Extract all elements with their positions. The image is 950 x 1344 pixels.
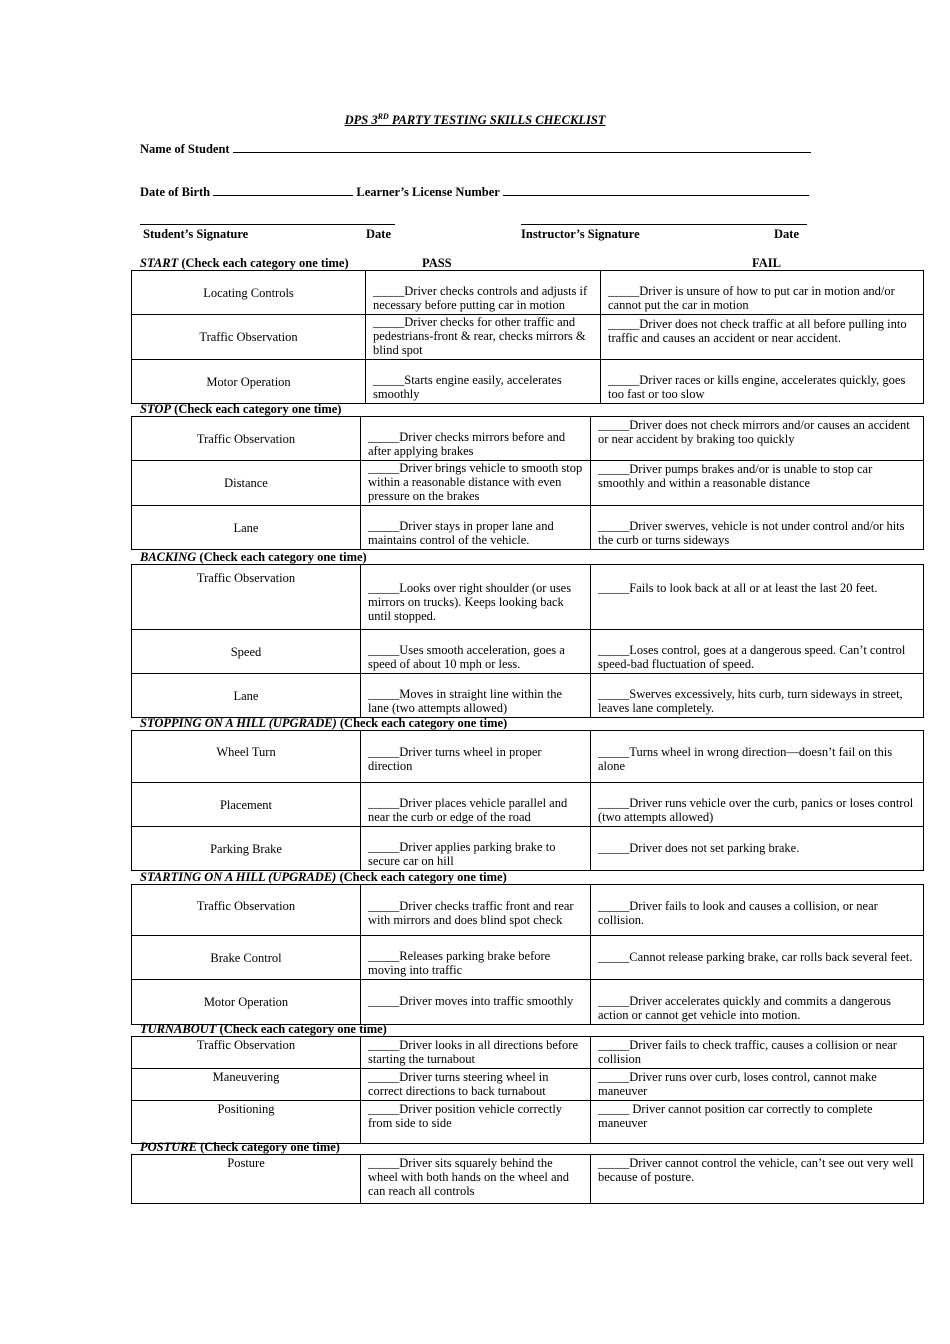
- fail-cell[interactable]: _____ Driver cannot position car correctly to complete maneuver: [591, 1101, 924, 1144]
- table-row: [132, 630, 924, 674]
- dob-label: Date of Birth: [140, 185, 211, 199]
- pass-cell[interactable]: _____Driver places vehicle parallel and near the curb or edge of the road: [361, 783, 591, 827]
- fail-column-header: FAIL: [752, 256, 781, 270]
- table-row: [132, 827, 924, 871]
- student-name-field[interactable]: [140, 141, 811, 157]
- category-cell: Locating Controls: [132, 271, 366, 315]
- section-table-start: [131, 270, 924, 404]
- category-cell: Parking Brake: [132, 827, 361, 871]
- pass-cell[interactable]: _____Driver turns wheel in proper direction: [361, 731, 591, 783]
- fail-cell[interactable]: _____Driver does not set parking brake.: [591, 827, 924, 871]
- category-cell: Distance: [132, 461, 361, 506]
- section-heading-stopping-hill: STOPPING ON A HILL (UPGRADE) (Check each category one time): [140, 716, 508, 730]
- instructor-signature-label: Instructor’s Signature: [521, 227, 640, 241]
- category-cell: Placement: [132, 783, 361, 827]
- instructor-date-label: Date: [774, 227, 799, 241]
- fail-cell[interactable]: _____Loses control, goes at a dangerous speed. Can’t control speed-bad fluctuation of speed.: [591, 630, 924, 674]
- fail-cell[interactable]: _____Driver pumps brakes and/or is unable to stop car smoothly and within a reasonable distance: [591, 461, 924, 506]
- section-table-stopping-hill: [131, 730, 924, 871]
- table-row: [132, 1155, 924, 1204]
- pass-cell[interactable]: _____Driver checks controls and adjusts if necessary before putting car in motion: [366, 271, 601, 315]
- student-name-label: Name of Student: [140, 142, 230, 156]
- fail-cell[interactable]: _____Driver fails to check traffic, causes a collision or near collision: [591, 1037, 924, 1069]
- section-heading-backing: BACKING (Check each category one time): [140, 550, 367, 564]
- fail-cell[interactable]: _____Driver runs vehicle over the curb, panics or loses control (two attempts allowed): [591, 783, 924, 827]
- category-cell: Traffic Observation: [132, 885, 361, 936]
- fail-cell[interactable]: _____Driver fails to look and causes a collision, or near collision.: [591, 885, 924, 936]
- pass-cell[interactable]: _____Driver checks for other traffic and pedestrians-front & rear, checks mirrors & blind spot: [366, 315, 601, 360]
- category-cell: Lane: [132, 506, 361, 550]
- fail-cell[interactable]: _____Driver cannot control the vehicle, can’t see out very well because of posture.: [591, 1155, 924, 1204]
- pass-cell[interactable]: _____Driver applies parking brake to secure car on hill: [361, 827, 591, 871]
- section-table-stop: [131, 416, 924, 550]
- student-signature-line[interactable]: [140, 224, 395, 225]
- table-row: [132, 1101, 924, 1144]
- section-heading-starting-hill: STARTING ON A HILL (UPGRADE) (Check each category one time): [140, 870, 507, 884]
- pass-cell[interactable]: _____Driver checks traffic front and rear with mirrors and does blind spot check: [361, 885, 591, 936]
- table-row: [132, 315, 924, 360]
- table-row: [132, 674, 924, 718]
- category-cell: Traffic Observation: [132, 315, 366, 360]
- fail-cell[interactable]: _____Driver does not check traffic at all before pulling into traffic and causes an accident or near accident.: [601, 315, 924, 360]
- student-signature-label: Student’s Signature: [143, 227, 249, 241]
- category-cell: Traffic Observation: [132, 1037, 361, 1069]
- pass-cell[interactable]: _____Driver turns steering wheel in correct directions to back turnabout: [361, 1069, 591, 1101]
- instructor-signature-line[interactable]: [521, 224, 807, 225]
- table-row: [132, 936, 924, 980]
- category-cell: Brake Control: [132, 936, 361, 980]
- section-table-starting-hill: [131, 884, 924, 1025]
- section-table-posture: [131, 1154, 924, 1204]
- category-cell: Wheel Turn: [132, 731, 361, 783]
- page-title: DPS 3RD PARTY TESTING SKILLS CHECKLIST: [344, 112, 606, 128]
- fail-cell[interactable]: _____Cannot release parking brake, car rolls back several feet.: [591, 936, 924, 980]
- pass-cell[interactable]: _____Releases parking brake before moving into traffic: [361, 936, 591, 980]
- pass-cell[interactable]: _____Driver sits squarely behind the wheel with both hands on the wheel and can reach all controls: [361, 1155, 591, 1204]
- license-label: Learner’s License Number: [356, 185, 500, 199]
- section-table-turnabout: [131, 1036, 924, 1144]
- category-cell: Motor Operation: [132, 980, 361, 1025]
- student-date-label: Date: [366, 227, 391, 241]
- section-heading-start: START (Check each category one time): [140, 256, 349, 270]
- category-cell: Motor Operation: [132, 360, 366, 404]
- pass-cell[interactable]: _____Driver moves into traffic smoothly: [361, 980, 591, 1025]
- pass-cell[interactable]: _____Moves in straight line within the lane (two attempts allowed): [361, 674, 591, 718]
- table-row: [132, 980, 924, 1025]
- table-row: [132, 417, 924, 461]
- pass-cell[interactable]: _____Driver stays in proper lane and maintains control of the vehicle.: [361, 506, 591, 550]
- table-row: [132, 565, 924, 630]
- fail-cell[interactable]: _____Driver swerves, vehicle is not under control and/or hits the curb or turns sideways: [591, 506, 924, 550]
- category-cell: Positioning: [132, 1101, 361, 1144]
- fail-cell[interactable]: _____Driver races or kills engine, accelerates quickly, goes too fast or too slow: [601, 360, 924, 404]
- fail-cell[interactable]: _____Driver is unsure of how to put car in motion and/or cannot put the car in motion: [601, 271, 924, 315]
- fail-cell[interactable]: _____Turns wheel in wrong direction—doesn’t fail on this alone: [591, 731, 924, 783]
- table-row: [132, 271, 924, 315]
- license-input[interactable]: [503, 184, 809, 196]
- category-cell: Speed: [132, 630, 361, 674]
- category-cell: Lane: [132, 674, 361, 718]
- table-row: [132, 360, 924, 404]
- category-cell: Traffic Observation: [132, 565, 361, 630]
- section-heading-turnabout: TURNABOUT (Check each category one time): [140, 1022, 387, 1036]
- dob-input[interactable]: [213, 184, 353, 196]
- fail-cell[interactable]: _____Driver runs over curb, loses control, cannot make maneuver: [591, 1069, 924, 1101]
- fail-cell[interactable]: _____Driver does not check mirrors and/or causes an accident or near accident by braking too quickly: [591, 417, 924, 461]
- fail-cell[interactable]: _____Fails to look back at all or at least the last 20 feet.: [591, 565, 924, 630]
- section-heading-stop: STOP (Check each category one time): [140, 402, 342, 416]
- table-row: [132, 731, 924, 783]
- pass-cell[interactable]: _____Looks over right shoulder (or uses mirrors on trucks). Keeps looking back until stopped.: [361, 565, 591, 630]
- table-row: [132, 461, 924, 506]
- fail-cell[interactable]: _____Driver accelerates quickly and commits a dangerous action or cannot get vehicle into motion.: [591, 980, 924, 1025]
- pass-cell[interactable]: _____Driver looks in all directions before starting the turnabout: [361, 1037, 591, 1069]
- pass-cell[interactable]: _____Driver brings vehicle to smooth stop within a reasonable distance with even pressure on the brakes: [361, 461, 591, 506]
- student-name-input[interactable]: [233, 141, 811, 153]
- table-row: [132, 1037, 924, 1069]
- pass-column-header: PASS: [422, 256, 452, 270]
- category-cell: Traffic Observation: [132, 417, 361, 461]
- table-row: [132, 1069, 924, 1101]
- table-row: [132, 885, 924, 936]
- pass-cell[interactable]: _____Uses smooth acceleration, goes a speed of about 10 mph or less.: [361, 630, 591, 674]
- pass-cell[interactable]: _____Driver position vehicle correctly from side to side: [361, 1101, 591, 1144]
- category-cell: Maneuvering: [132, 1069, 361, 1101]
- table-row: [132, 783, 924, 827]
- pass-cell[interactable]: _____Driver checks mirrors before and after applying brakes: [361, 417, 591, 461]
- fail-cell[interactable]: _____Swerves excessively, hits curb, turn sideways in street, leaves lane completely.: [591, 674, 924, 718]
- section-table-backing: [131, 564, 924, 718]
- pass-cell[interactable]: _____Starts engine easily, accelerates smoothly: [366, 360, 601, 404]
- table-row: [132, 506, 924, 550]
- category-cell: Posture: [132, 1155, 361, 1204]
- section-heading-posture: POSTURE (Check category one time): [140, 1140, 340, 1154]
- dob-field[interactable]: [140, 184, 809, 200]
